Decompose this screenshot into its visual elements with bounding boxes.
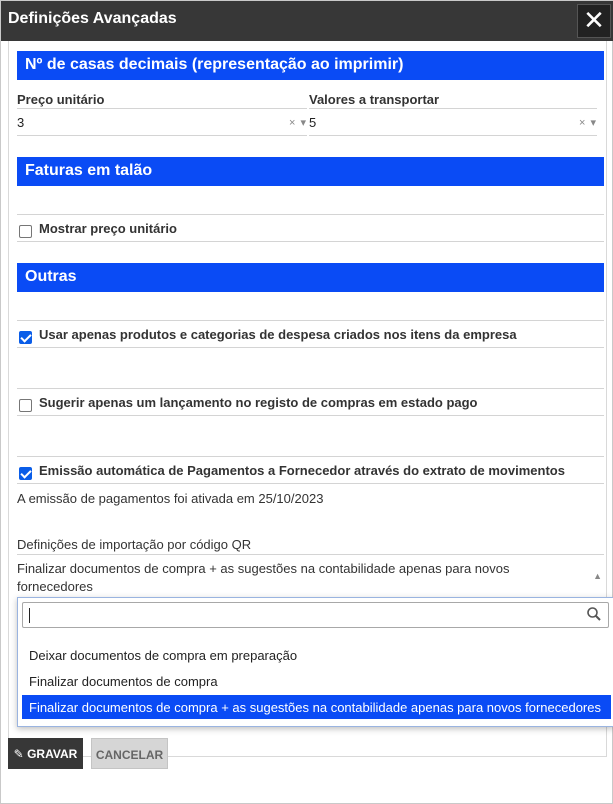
dialog-body: [8, 41, 607, 757]
save-button-label: GRAVAR: [27, 747, 78, 761]
qr-import-select[interactable]: [17, 554, 604, 598]
clear-icon[interactable]: ×: [578, 117, 587, 129]
dropdown-option[interactable]: Finalizar documentos de compra: [29, 674, 218, 689]
show-unit-price-checkbox[interactable]: [19, 225, 32, 238]
transport-values-select[interactable]: [309, 108, 597, 136]
dialog-title: Definições Avançadas: [8, 10, 177, 27]
unit-price-select[interactable]: [17, 108, 307, 136]
dropdown-search-input[interactable]: [22, 602, 609, 628]
show-unit-price-label[interactable]: Mostrar preço unitário: [39, 221, 177, 236]
dialog-titlebar: [1, 1, 613, 41]
only-company-products-checkbox[interactable]: [19, 331, 32, 344]
transport-values-label: Valores a transportar: [309, 92, 440, 107]
auto-payments-info: A emissão de pagamentos foi ativada em 25/10/2023: [17, 491, 324, 506]
chevron-down-icon[interactable]: ▾: [590, 117, 597, 129]
qr-import-dropdown: [17, 597, 613, 727]
auto-payments-row: [17, 456, 604, 484]
section-header-invoices: Faturas em talão: [17, 157, 604, 186]
text-caret: [29, 608, 30, 623]
only-company-products-label[interactable]: Usar apenas produtos e categorias de despesa criados nos itens da empresa: [39, 327, 517, 342]
only-company-products-row: [17, 320, 604, 348]
suggest-one-entry-checkbox[interactable]: [19, 399, 32, 412]
section-header-other: Outras: [17, 263, 604, 292]
suggest-one-entry-row: [17, 388, 604, 416]
transport-values-value: 5: [309, 115, 317, 130]
edit-icon: ✎: [13, 747, 24, 761]
save-button[interactable]: [8, 738, 83, 769]
show-unit-price-row: [17, 214, 604, 242]
auto-payments-checkbox[interactable]: [19, 467, 32, 480]
unit-price-value: 3: [17, 115, 25, 130]
section-header-decimals: Nº de casas decimais (representação ao imprimir): [17, 51, 604, 80]
qr-import-label: Definições de importação por código QR: [17, 537, 252, 552]
search-icon: [586, 606, 602, 622]
dropdown-option[interactable]: Deixar documentos de compra em preparação: [29, 648, 298, 663]
qr-import-value: Finalizar documentos de compra + as sugestões na contabilidade apenas para novos fornecedores: [17, 561, 510, 594]
suggest-one-entry-label[interactable]: Sugerir apenas um lançamento no registo de compras em estado pago: [39, 395, 478, 410]
cancel-button[interactable]: [91, 738, 168, 769]
close-button[interactable]: [577, 4, 611, 38]
unit-price-label: Preço unitário: [17, 92, 105, 107]
dropdown-option-selected[interactable]: Finalizar documentos de compra + as sugestões na contabilidade apenas para novos fornecedores: [22, 695, 611, 719]
close-icon: ✕: [583, 5, 605, 35]
auto-payments-label[interactable]: Emissão automática de Pagamentos a Fornecedor através do extrato de movimentos: [39, 463, 565, 478]
chevron-up-icon[interactable]: ▲: [593, 571, 602, 581]
chevron-down-icon[interactable]: ▾: [300, 117, 307, 129]
cancel-button-label: CANCELAR: [95, 748, 164, 762]
clear-icon[interactable]: ×: [288, 117, 297, 129]
